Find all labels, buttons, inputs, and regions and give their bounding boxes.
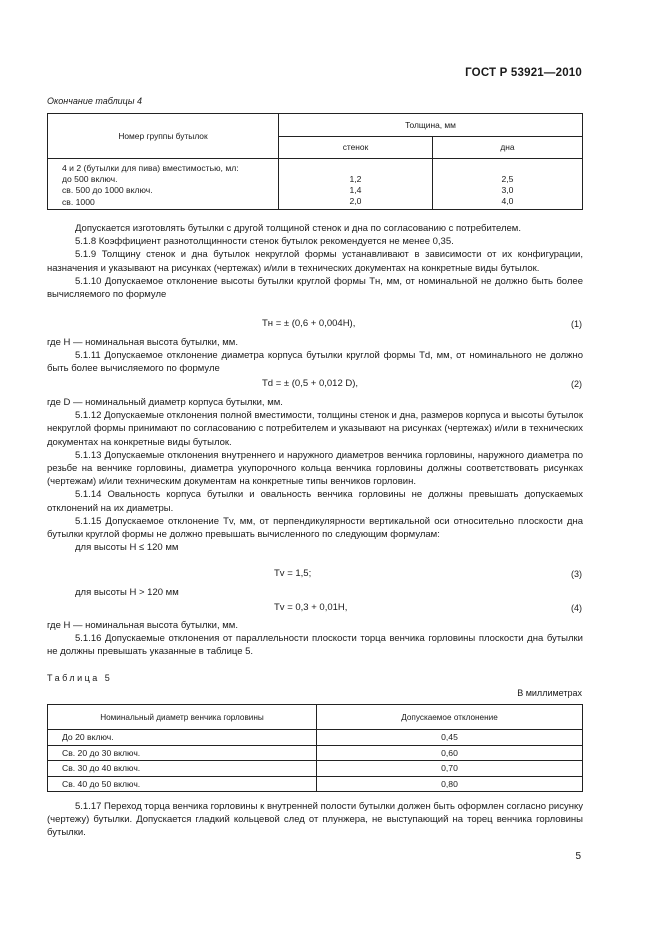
cell: 0,45: [317, 730, 583, 746]
table-row: св. 1000: [62, 196, 95, 207]
body-text-block-3: [47, 396, 583, 554]
table5-label: Таблица 5: [47, 673, 113, 683]
equation-2-number: (2): [571, 379, 582, 389]
table-row: св. 500 до 1000 включ.: [62, 185, 153, 196]
paragraph-5-1-9: 5.1.9 Толщину стенок и дна бутылок некруглой формы устанавливают в зависимости от их конфигурации, назначения и указывают на рисунках (чертежах) и/или в технических документах на конкретные виды бутылок.: [47, 249, 583, 274]
table5-header-deviation: Допускаемое отклонение: [317, 705, 583, 730]
cell: 4,0: [501, 196, 514, 207]
height-le-120: для высоты H ≤ 120 мм: [75, 542, 179, 554]
paragraph-5-1-14: 5.1.14 Овальность корпуса бутылки и овальность венчика горловины не должны превышать допускаемых отклонений на их диаметры.: [47, 489, 583, 514]
paragraph-5-1-15: 5.1.15 Допускаемое отклонение Tv, мм, от перпендикулярности вертикальной оси относительно плоскости дна бутылки круглой формы не должно превышать вычисленного по следующим формулам:: [47, 515, 583, 541]
cell: Св. 20 до 30 включ.: [48, 745, 317, 761]
paragraph-5-1-13: 5.1.13 Допускаемые отклонения внутреннего и наружного диаметров венчика горловины, наружного диаметра по резьбе на венчике горловины, диаметра укупорочного кольца венчика горловины должны соответствовать рисунках (чертежам) и/или техническим документам на конкретные типы венчиков горловин.: [47, 449, 583, 488]
paragraph-5-1-17: 5.1.17 Переход торца венчика горловины к внутренней полости бутылки должен быть оформлен согласно рисунку (чертежу) бутылки. Допускается гладкий кольцевой след от плунжера, не выступающий на торец венчика горловины бутылки.: [47, 801, 583, 839]
paragraph: Допускается изготовлять бутылки с другой толщиной стенок и дна по согласованию с потребителем.: [75, 223, 521, 234]
table5-units: В миллиметрах: [517, 688, 582, 698]
paragraph-5-1-11: 5.1.11 Допускаемое отклонение диаметра корпуса бутылки круглой формы Td, мм, от номинального не должно быть более вычисляемого по формуле: [47, 350, 583, 375]
cell: 0,80: [317, 776, 583, 792]
equation-3: Tv = 1,5;: [274, 568, 312, 579]
cell: 0,70: [317, 761, 583, 777]
cell: 1,2: [349, 174, 362, 184]
equation-3-number: (3): [571, 569, 582, 579]
equation-1: Tн = ± (0,6 + 0,004H),: [262, 318, 356, 329]
cell: 3,0: [501, 185, 514, 196]
where-h: где H — номинальная высота бутылки, мм.: [47, 337, 238, 348]
cell: 0,60: [317, 745, 583, 761]
table4-header-thickness: Толщина, мм: [279, 114, 583, 137]
table4-walls-values: [279, 159, 433, 210]
page-number: 5: [575, 851, 581, 862]
body-text-block-6: [47, 800, 583, 840]
body-text-block-4: [47, 586, 583, 599]
where-d: где D — номинальный диаметр корпуса бутылки, мм.: [47, 397, 283, 408]
table-row: [48, 776, 583, 792]
equation-4: Tv = 0,3 + 0,01H,: [274, 602, 348, 613]
cell: 2,5: [501, 174, 514, 184]
equation-4-number: (4): [571, 603, 582, 613]
paragraph-5-1-12: 5.1.12 Допускаемые отклонения полной вместимости, толщины стенок и дна, размеров корпуса и высоты бутылок некруглой формы принимают по согласованию с потребителем и указывают на рисунках (чертежах) и/или в технических документах на конкретные виды бутылок.: [47, 410, 583, 448]
height-gt-120: для высоты H > 120 мм: [75, 587, 179, 598]
table-row: 4 и 2 (бутылки для пива) вместимостью, мл:: [62, 163, 239, 173]
table-5: [47, 704, 583, 792]
body-text-block-5: [47, 619, 583, 659]
paragraph-5-1-10: 5.1.10 Допускаемое отклонение высоты бутылки круглой формы Tн, мм, от номинальной не должно быть более вычисляемого по формуле: [47, 275, 583, 301]
cell: Св. 30 до 40 включ.: [48, 761, 317, 777]
cell: 2,0: [349, 196, 362, 207]
table4-bottom-values: [433, 159, 583, 210]
cell: 1,4: [349, 185, 362, 196]
table4-caption: Окончание таблицы 4: [47, 96, 142, 106]
table4-header-group: Номер группы бутылок: [48, 114, 279, 159]
table-row: [48, 761, 583, 777]
document-header: ГОСТ Р 53921—2010: [465, 67, 582, 79]
table-row: до 500 включ.: [62, 174, 118, 185]
body-text-block-2: [47, 336, 583, 376]
cell: Св. 40 до 50 включ.: [48, 776, 317, 792]
table4-header-bottom: дна: [433, 136, 583, 159]
table-row: [48, 730, 583, 746]
table-row: [48, 745, 583, 761]
where-h: где H — номинальная высота бутылки, мм.: [47, 620, 238, 631]
equation-1-number: (1): [571, 319, 582, 329]
paragraph-5-1-8: 5.1.8 Коэффициент разнотолщинности стенок бутылок рекомендуется не менее 0,35.: [75, 236, 454, 248]
body-text-block-1: [47, 222, 583, 301]
cell: До 20 включ.: [48, 730, 317, 746]
equation-2: Td = ± (0,5 + 0,012 D),: [262, 378, 359, 389]
paragraph-5-1-16: 5.1.16 Допускаемые отклонения от параллельности плоскости торца венчика горловины плоскости дна бутылки не должны превышать указанные в таблице 5.: [47, 633, 583, 658]
table-4: [47, 113, 583, 210]
table5-header-diameter: Номинальный диаметр венчика горловины: [48, 705, 317, 730]
table4-row-labels: [48, 159, 279, 210]
table4-header-walls: стенок: [279, 136, 433, 159]
